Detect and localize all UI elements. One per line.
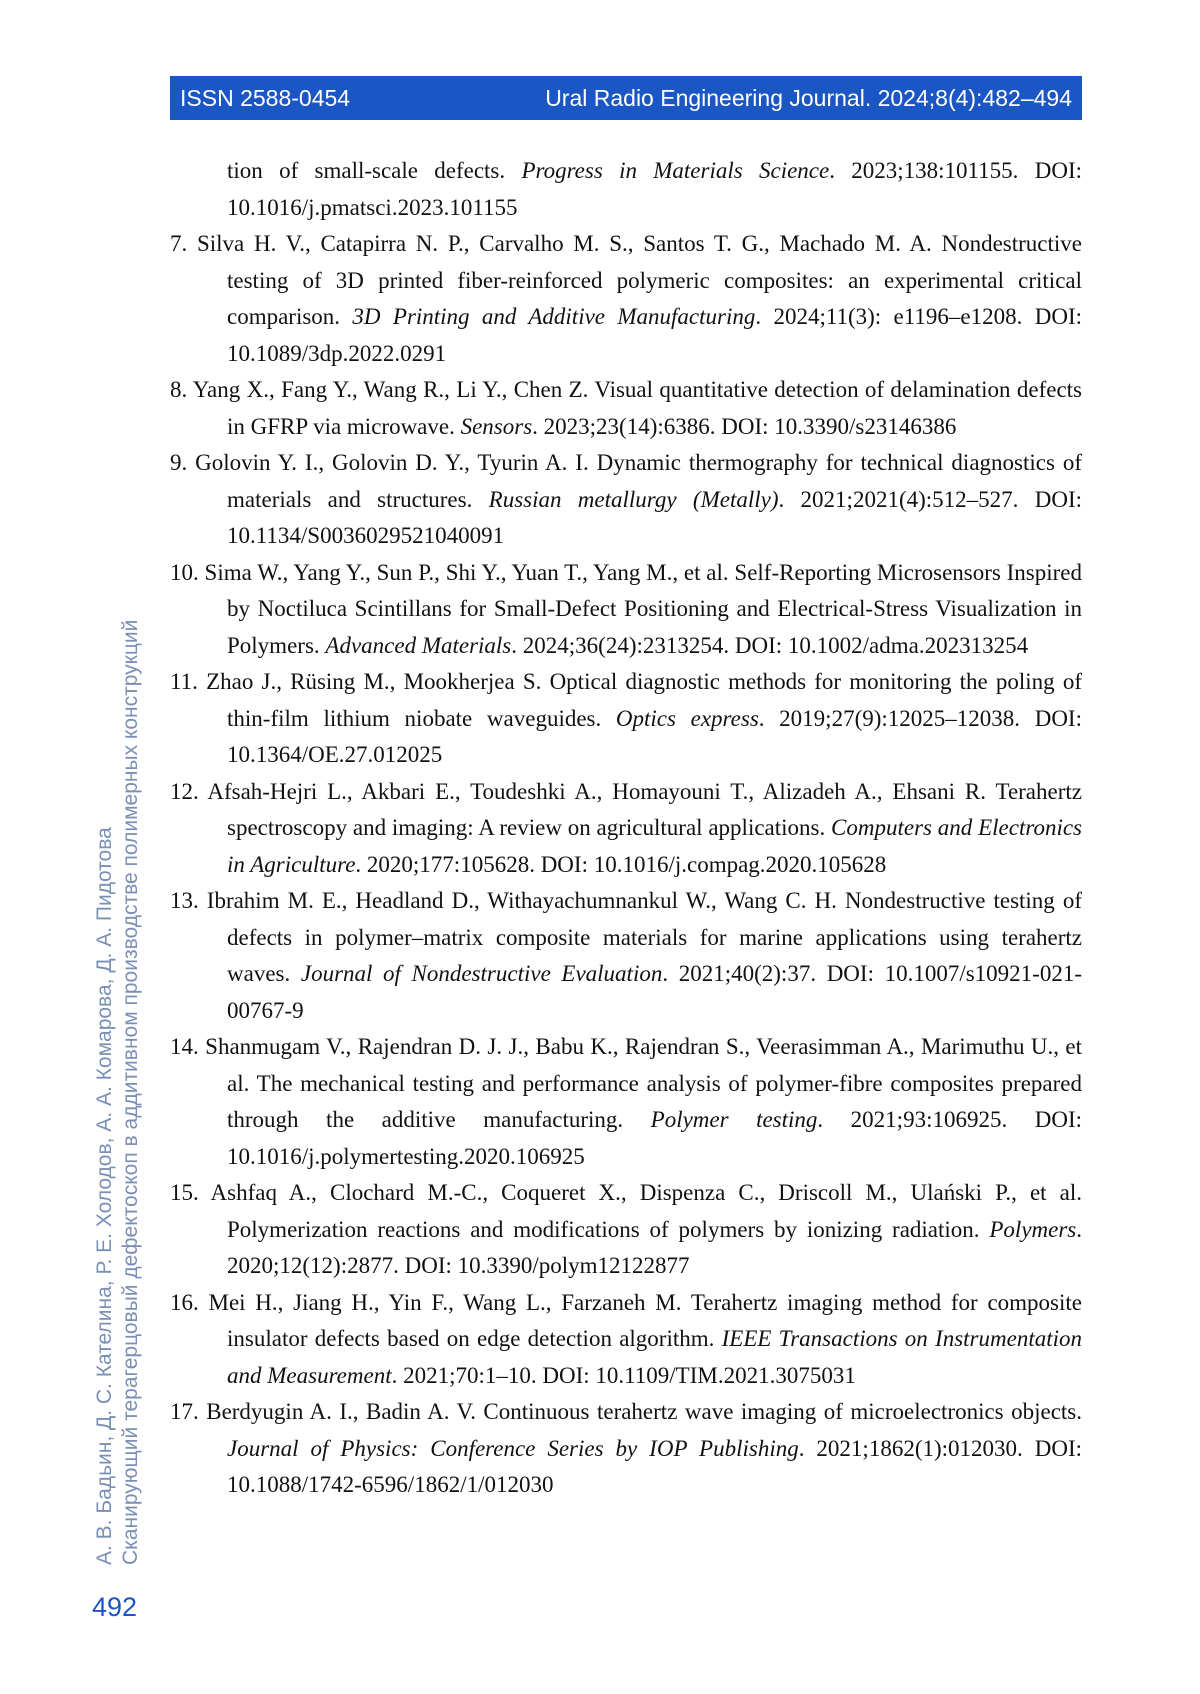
journal-title: Polymer testing xyxy=(650,1107,818,1132)
side-authors: А. В. Бадьин, Д. С. Кателина, Р. Е. Холодов, А. А. Комарова, Д. А. Пидотова xyxy=(93,827,116,1565)
running-header xyxy=(170,76,1082,120)
journal-title: 3D Printing and Additive Manufacturing xyxy=(352,304,756,329)
reference-item: 16. Mei H., Jiang H., Yin F., Wang L., Farzaneh M. Terahertz imaging method for composite insulator defects based on edge detection algorithm. IEEE Transactions on Instrumentation and Measurement. 2021;70:1–10. DOI: 10.1109/TIM.2021.3075031 xyxy=(170,1289,1082,1388)
journal-title: Journal of Physics: Conference Series by IOP Publishing xyxy=(227,1435,799,1461)
journal-title: Optics express xyxy=(615,705,759,731)
reference-item: 9. Golovin Y. I., Golovin D. Y., Tyurin A. I. Dynamic thermography for technical diagnostics of materials and structures. Russian metallurgy (Metally). 2021;2021(4):512–527. DOI: 10.1134/S0036029521040091 xyxy=(170,450,1082,548)
side-article-title: Сканирующий терагерцовый дефектоскоп в аддитивном производстве полимерных конструкций xyxy=(119,619,142,1565)
side-running-title xyxy=(92,565,144,1565)
issn-label: ISSN 2588-0454 xyxy=(180,84,351,111)
journal-title: Computers and Electronics in Agriculture xyxy=(227,815,1083,877)
journal-title: Journal of Nondestructive Evaluation xyxy=(300,961,663,986)
reference-item: 12. Afsah-Hejri L., Akbari E., Toudeshki A., Homayouni T., Alizadeh A., Ehsani R. Terahertz spectroscopy and imaging: A review on agricultural applications. Computers and Electronics in Agriculture. 2020;177:105628. DOI: 10.1016/j.compag.2020.105628 xyxy=(170,778,1083,877)
reference-item: 11. Zhao J., Rüsing M., Mookherjea S. Optical diagnostic methods for monitoring the poling of thin-film lithium niobate waveguides. Optics express. 2019;27(9):12025–12038. DOI: 10.1364/OE.27.012025 xyxy=(170,669,1082,767)
reference-list xyxy=(170,153,1082,1504)
journal-title: Russian metallurgy (Metally) xyxy=(488,486,779,512)
reference-item: 15. Ashfaq A., Clochard M.-C., Coqueret X., Dispenza C., Driscoll M., Ulański P., et al. Polymerization reactions and modifications of polymers by ionizing radiation. Polymers. 2020;12(12):2877. DOI: 10.3390/polym12122877 xyxy=(170,1180,1082,1278)
reference-item: 13. Ibrahim M. E., Headland D., Withayachumnankul W., Wang C. H. Nondestructive testing of defects in polymer–matrix composite materials for marine applications using terahertz waves. Journal of Nondestructive Evaluation. 2021;40(2):37. DOI: 10.1007/s10921-021-00767-9 xyxy=(170,888,1082,1023)
reference-item: 10. Sima W., Yang Y., Sun P., Shi Y., Yuan T., Yang M., et al. Self-Reporting Microsensors Inspired by Noctiluca Scintillans for Small-Defect Positioning and Electrical-Stress Visualization in Polymers. Advanced Materials. 2024;36(24):2313254. DOI: 10.1002/adma.202313254 xyxy=(170,559,1082,658)
journal-title: Polymers xyxy=(989,1216,1077,1242)
journal-title: IEEE Transactions on Instrumentation and Measurement xyxy=(227,1326,1082,1388)
journal-citation: Ural Radio Engineering Journal. 2024;8(4):482–494 xyxy=(545,84,1072,111)
reference-item: 8. Yang X., Fang Y., Wang R., Li Y., Chen Z. Visual quantitative detection of delamination defects in GFRP via microwave. Sensors. 2023;23(14):6386. DOI: 10.3390/s23146386 xyxy=(170,377,1082,439)
reference-item: 14. Shanmugam V., Rajendran D. J. J., Babu K., Rajendran S., Veerasimman A., Marimuthu U., et al. The mechanical testing and performance analysis of polymer-fibre composites prepared through the additive manufacturing. Polymer testing. 2021;93:106925. DOI: 10.1016/j.polymertesting.2020.106925 xyxy=(170,1034,1082,1169)
journal-title: Progress in Materials Science xyxy=(521,158,830,183)
reference-item: tion of small-scale defects. Progress in Materials Science. 2023;138:101155. DOI: 10.1016/j.pmatsci.2023.101155 xyxy=(227,158,1082,220)
page-number: 492 xyxy=(92,1592,138,1622)
reference-item: 7. Silva H. V., Catapirra N. P., Carvalho M. S., Santos T. G., Machado M. A. Nondestructive testing of 3D printed fiber-reinforced polymeric composites: an experimental critical comparison. 3D Printing and Additive Manufacturing. 2024;11(3): e1196–e1208. DOI: 10.1089/3dp.2022.0291 xyxy=(170,231,1082,366)
journal-title: Advanced Materials xyxy=(325,632,512,658)
reference-item: 17. Berdyugin A. I., Badin A. V. Continuous terahertz wave imaging of microelectronics objects. Journal of Physics: Conference Series by IOP Publishing. 2021;1862(1):012030. DOI: 10.1088/1742-6596/1862/1/012030 xyxy=(170,1399,1082,1497)
journal-title: Sensors xyxy=(460,413,533,439)
